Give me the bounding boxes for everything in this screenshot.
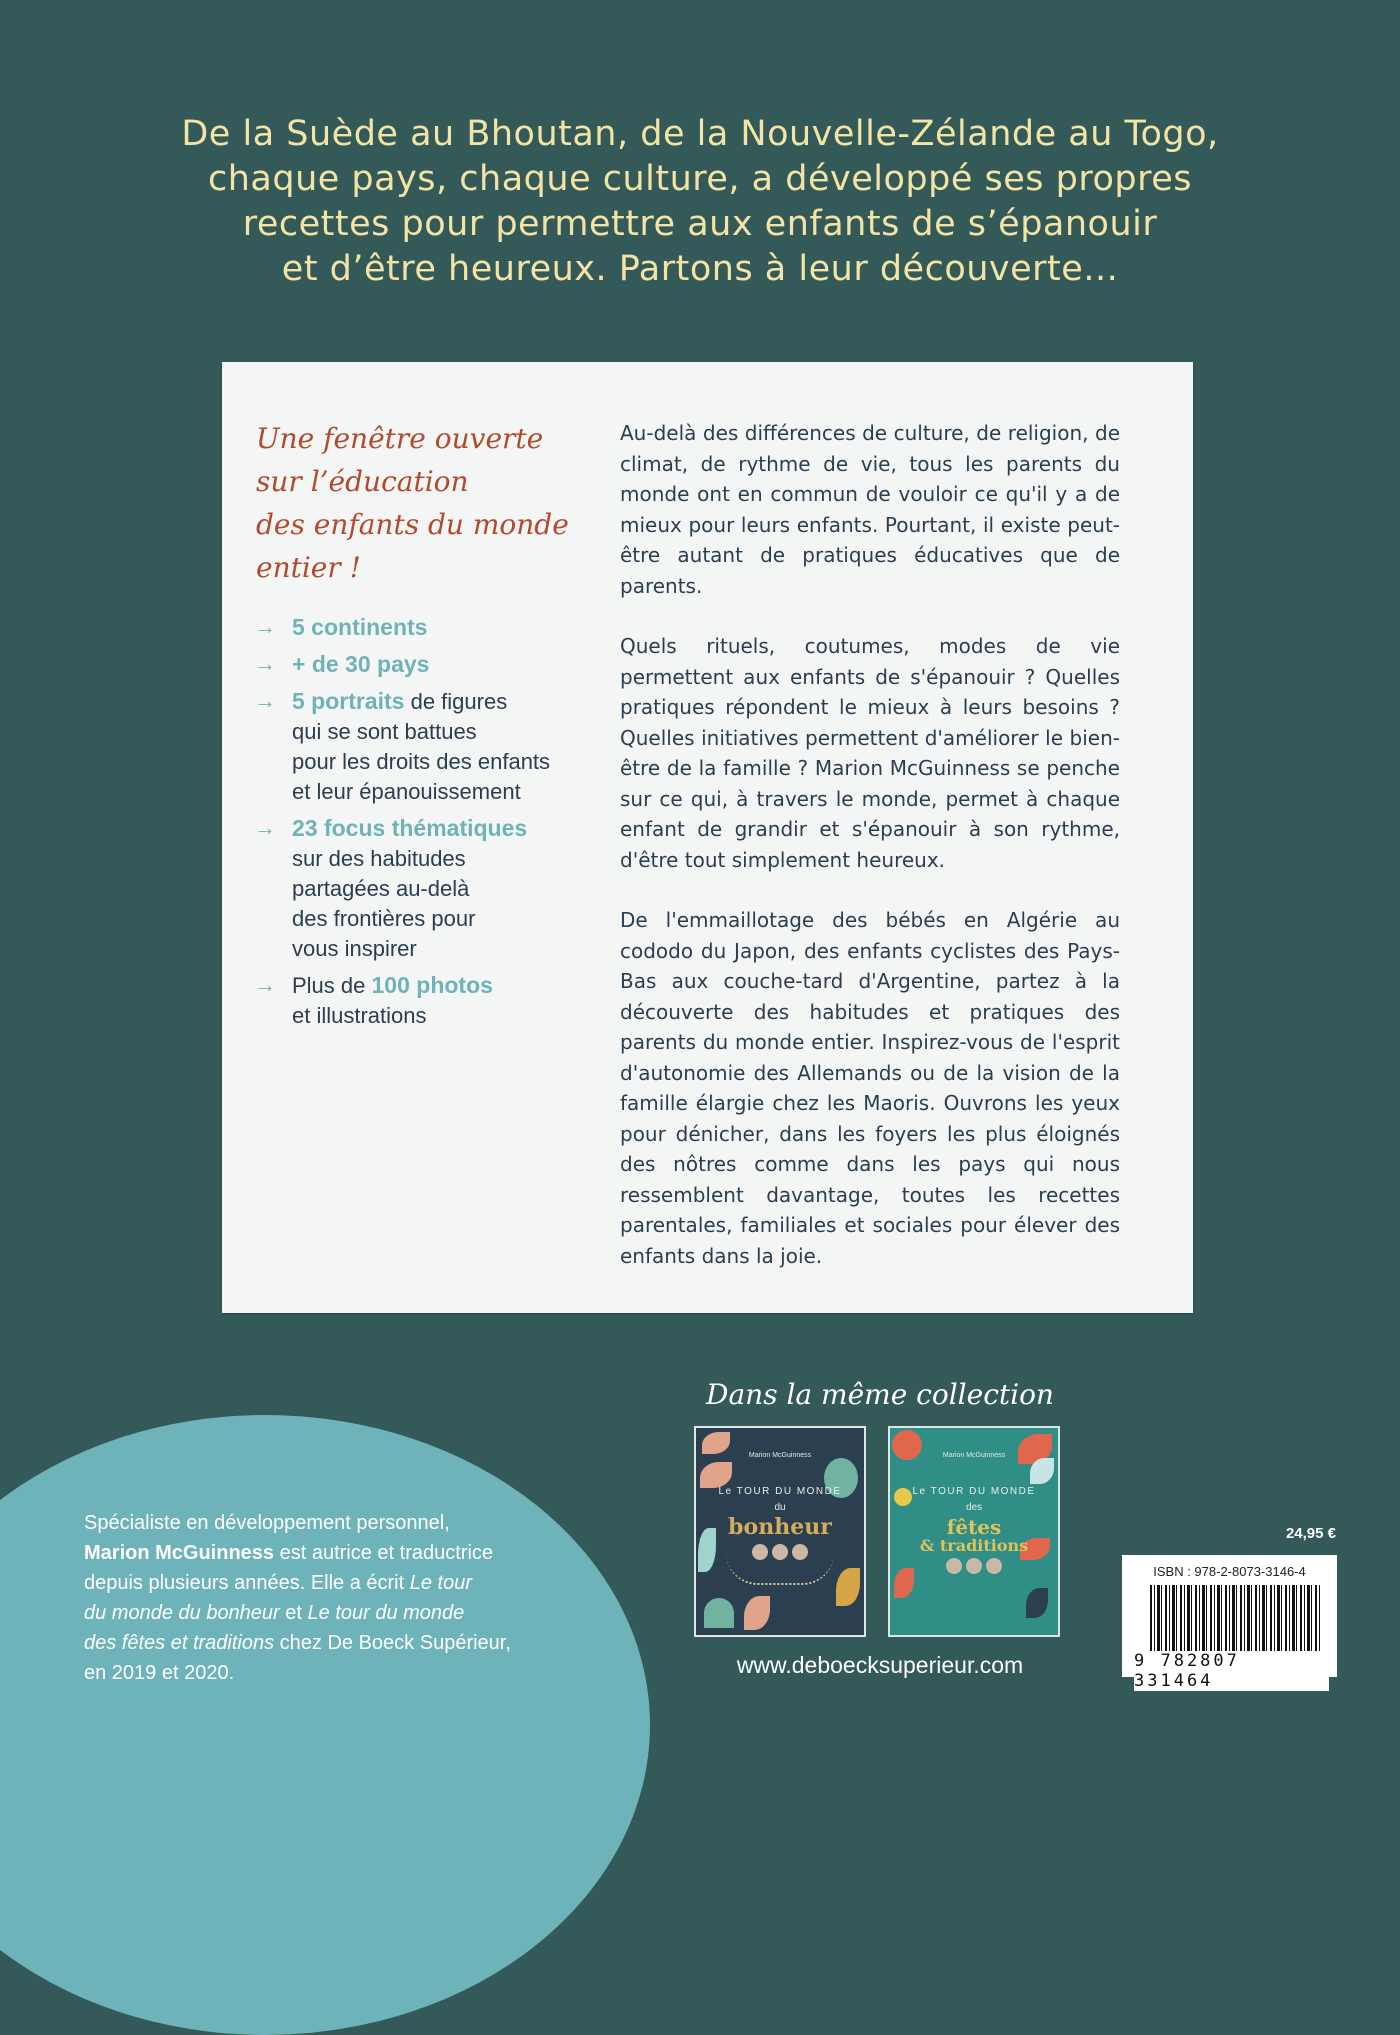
feature-list [252, 612, 582, 1037]
arrow-right-icon: → [254, 972, 276, 997]
pitch-line: Une fenêtre ouverte [256, 422, 544, 455]
leaf-decoration-icon [744, 1596, 770, 1630]
bio-text: et [279, 1602, 308, 1624]
pitch-line: des enfants du monde [256, 508, 569, 541]
book-cover-fetes-traditions[interactable] [888, 1426, 1060, 1637]
leaf-decoration-icon [1030, 1458, 1054, 1484]
description-paragraph: Quels rituels, coutumes, modes de vie permettent aux enfants de s'épanouir ? Quelles pratiques répondent le mieux à leurs besoins ? Quelles initiatives permettent d'améliorer le bien-être de la famille ? Marion McGuinness se penche sur ce qui, à travers le monde, permet à chaque enfant de grandir et s'épanouir à son rythme, d'être tout simplement heureux. [620, 634, 1120, 872]
feature-text: pour les droits des enfants [292, 749, 551, 774]
leaf-decoration-icon [700, 1462, 732, 1488]
feature-text: de figures [404, 689, 508, 714]
book-title: Le tour [409, 1572, 473, 1594]
cover-title-line2: & traditions [919, 1536, 1029, 1555]
arrow-right-icon: → [254, 688, 276, 713]
leaf-decoration-icon [704, 1598, 734, 1628]
bio-line: en 2019 et 2020. [84, 1662, 235, 1684]
arrow-right-icon: → [254, 815, 276, 840]
bio-text: chez De Boeck Supérieur, [274, 1632, 511, 1654]
feature-text: et leur épanouissement [292, 779, 521, 804]
tagline-line: De la Suède au Bhoutan, de la Nouvelle-Zélande au Togo, [181, 114, 1219, 154]
price: 24,95 € [1285, 1525, 1336, 1542]
description-paragraph: De l'emmaillotage des bébés en Algérie au cododo du Japon, des enfants cyclistes des Pays-Bas aux couche-tard d'Argentine, partez à la découverte des habitudes et pratiques des parents du monde entier. Inspirez-vous de l'esprit d'autonomie des Allemands ou de la vision de la famille élargie chez les Maoris. Ouvrons les yeux pour dénicher, dans les foyers les plus éloignés des nôtres comme dans les pays qui nous ressemblent davantage, toutes les recettes parentales, familiales et sociales pour élever des enfants dans la joie. [620, 908, 1120, 1268]
author-bio [84, 1508, 564, 1688]
cover-subtitle: des [965, 1502, 983, 1513]
bio-line [84, 1568, 564, 1598]
cover-title: fêtes [946, 1515, 1002, 1539]
description-paragraph: Au-delà des différences de culture, de religion, de climat, de rythme de vie, tous les parents du monde ont en commun de vouloir ce qu'il y a de mieux pour leurs enfants. Pourtant, il existe peut-être autant de pratiques éducatives que de parents. [620, 421, 1120, 598]
publisher-website-link[interactable]: www.deboecksuperieur.com [736, 1652, 1024, 1678]
cover-photos [890, 1558, 1058, 1579]
arrow-right-icon: → [254, 614, 276, 639]
isbn-label: ISBN : 978-2-8073-3146-4 [1153, 1564, 1306, 1579]
bio-line [84, 1628, 564, 1658]
book-title: Le tour du monde [307, 1602, 465, 1624]
feature-highlight: 5 continents [292, 614, 428, 640]
pitch-line: sur l’éducation [256, 465, 469, 498]
leaf-decoration-icon [1026, 1588, 1048, 1618]
feature-text: vous inspirer [292, 936, 417, 961]
feature-highlight: 5 portraits [292, 688, 405, 714]
cover-title: bonheur [728, 1514, 832, 1540]
feature-text: Plus de [292, 973, 372, 998]
ean-digits: 9 782807 331464 [1134, 1651, 1329, 1691]
feature-highlight: + de 30 pays [292, 651, 430, 677]
summary-card [222, 362, 1193, 1313]
leaf-decoration-icon [836, 1568, 860, 1606]
book-title: des fêtes et traditions [84, 1632, 275, 1654]
bio-line [84, 1598, 564, 1628]
feature-highlight: 100 photos [371, 972, 493, 998]
cover-subtitle: du [774, 1502, 786, 1513]
pitch-line: entier ! [256, 551, 361, 584]
tagline [0, 112, 1400, 292]
cover-series: Le TOUR DU MONDE [718, 1486, 842, 1497]
feature-text: partagées au-delà [292, 876, 470, 901]
cover-author: Marion McGuinness [748, 1452, 812, 1459]
bio-line: Spécialiste en développement personnel, [84, 1512, 450, 1534]
feature-highlight: 23 focus thématiques [292, 815, 528, 841]
tagline-line: recettes pour permettre aux enfants de s’épanouir [242, 204, 1158, 244]
tagline-line: et d’être heureux. Partons à leur découverte... [281, 249, 1119, 289]
dotted-path-decoration [726, 1553, 834, 1585]
feature-text: des frontières pour [292, 906, 476, 931]
book-title: du monde du bonheur [84, 1602, 280, 1624]
pitch-heading [256, 417, 586, 589]
book-cover-bonheur[interactable] [694, 1426, 866, 1637]
barcode [1122, 1555, 1337, 1691]
barcode-bars-icon [1150, 1585, 1320, 1653]
bio-line [84, 1538, 564, 1568]
feature-item [252, 649, 582, 680]
collection-heading: Dans la même collection [706, 1378, 1054, 1411]
cover-series: Le TOUR DU MONDE [912, 1486, 1036, 1497]
feature-item [252, 813, 582, 964]
bio-text: depuis plusieurs années. Elle a écrit [84, 1572, 410, 1594]
bio-text: est autrice et traductrice [274, 1542, 494, 1564]
description [620, 418, 1120, 1301]
leaf-decoration-icon [702, 1432, 730, 1454]
arrow-right-icon: → [254, 651, 276, 676]
tagline-line: chaque pays, chaque culture, a développé ses propres [208, 159, 1192, 199]
feature-item [252, 970, 582, 1031]
feature-text: qui se sont battues [292, 719, 477, 744]
feature-item [252, 612, 582, 643]
cover-author: Marion McGuinness [942, 1452, 1006, 1459]
feature-item [252, 686, 582, 807]
author-name: Marion McGuinness [84, 1542, 275, 1564]
feature-text: sur des habitudes [292, 846, 466, 871]
feature-text: et illustrations [292, 1003, 427, 1028]
